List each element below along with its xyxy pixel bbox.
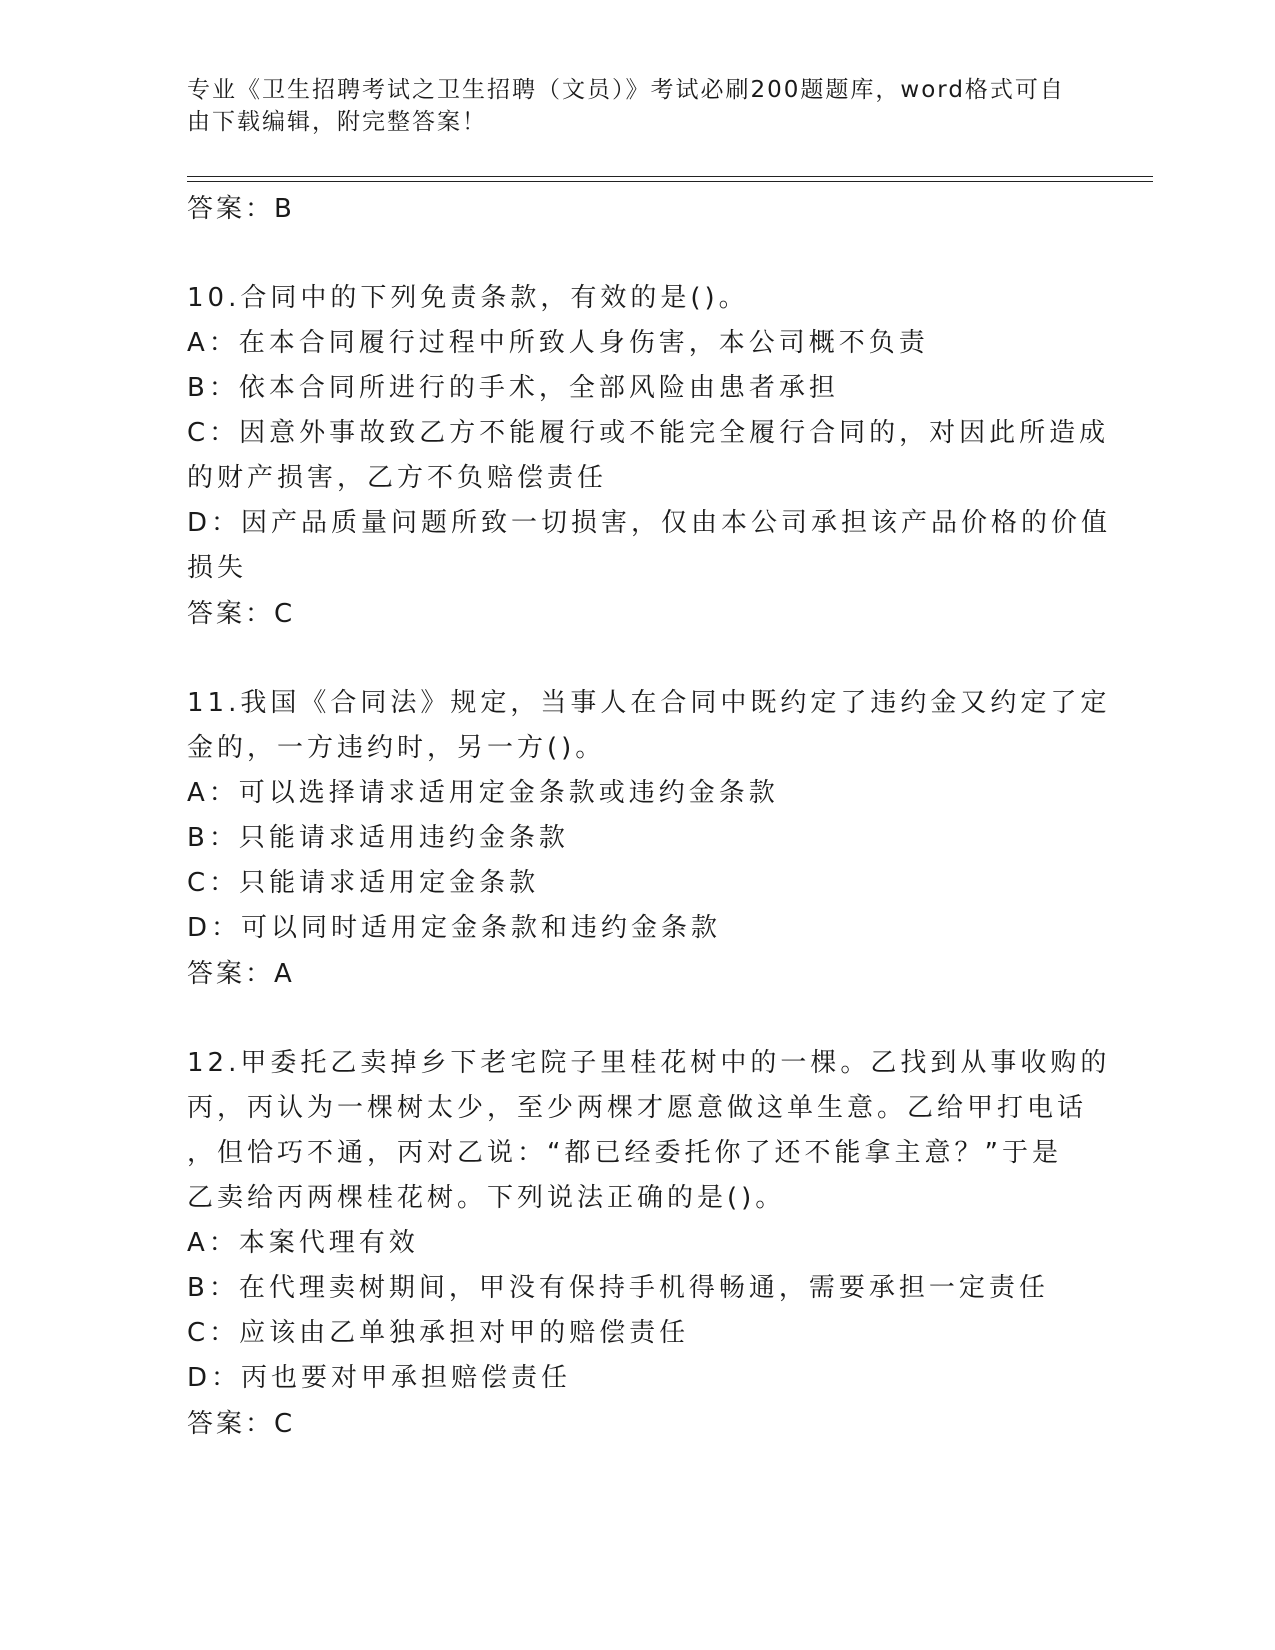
question-stem-continued: 丙，丙认为一棵树太少，至少两棵才愿意做这单生意。乙给甲打电话 bbox=[187, 1093, 1088, 1123]
question-stem-continued: ，但恰巧不通，丙对乙说：“都已经委托你了还不能拿主意？”于是 bbox=[187, 1138, 1062, 1168]
question-10 bbox=[187, 276, 1112, 637]
option-c: C：因意外事故致乙方不能履行或不能完全履行合同的，对因此所造成 bbox=[187, 418, 1110, 448]
option-b: B：在代理卖树期间，甲没有保持手机得畅通，需要承担一定责任 bbox=[187, 1273, 1049, 1303]
spacer bbox=[187, 232, 1077, 276]
option-a: A：在本合同履行过程中所致人身伤害，本公司概不负责 bbox=[187, 328, 929, 358]
option-a: A：本案代理有效 bbox=[187, 1228, 419, 1258]
question-content bbox=[187, 186, 1112, 1447]
option-d-continued: 损失 bbox=[187, 553, 248, 583]
answer: 答案：C bbox=[187, 599, 296, 629]
spacer bbox=[187, 637, 1077, 681]
question-stem-continued: 金的，一方违约时，另一方()。 bbox=[187, 733, 606, 763]
answer-previous: 答案：B bbox=[187, 194, 295, 224]
answer: 答案：A bbox=[187, 959, 295, 989]
spacer bbox=[187, 997, 1077, 1041]
option-c: C：应该由乙单独承担对甲的赔偿责任 bbox=[187, 1318, 690, 1348]
header-line-2: 由下载编辑，附完整答案！ bbox=[187, 109, 487, 135]
question-12 bbox=[187, 1041, 1111, 1447]
option-b: B：依本合同所进行的手术，全部风险由患者承担 bbox=[187, 373, 839, 403]
option-d: D：可以同时适用定金条款和违约金条款 bbox=[187, 913, 722, 943]
option-a: A：可以选择请求适用定金条款或违约金条款 bbox=[187, 778, 779, 808]
question-stem: 12.甲委托乙卖掉乡下老宅院子里桂花树中的一棵。乙找到从事收购的 bbox=[187, 1048, 1111, 1078]
answer: 答案：C bbox=[187, 1409, 296, 1439]
header-double-rule bbox=[187, 176, 1153, 182]
question-stem-continued: 乙卖给丙两棵桂花树。下列说法正确的是()。 bbox=[187, 1183, 786, 1213]
option-c: C：只能请求适用定金条款 bbox=[187, 868, 540, 898]
header-line-1: 专业《卫生招聘考试之卫生招聘（文员）》考试必刷200题题库，word格式可自 bbox=[187, 77, 1065, 103]
option-d: D：因产品质量问题所致一切损害，仅由本公司承担该产品价格的价值 bbox=[187, 508, 1112, 538]
page-header bbox=[187, 74, 1067, 138]
option-c-continued: 的财产损害，乙方不负赔偿责任 bbox=[187, 463, 608, 493]
question-11 bbox=[187, 681, 1111, 997]
option-d: D：丙也要对甲承担赔偿责任 bbox=[187, 1363, 572, 1393]
question-stem: 11.我国《合同法》规定，当事人在合同中既约定了违约金又约定了定 bbox=[187, 688, 1111, 718]
question-stem: 10.合同中的下列免责条款，有效的是()。 bbox=[187, 283, 749, 313]
option-b: B：只能请求适用违约金条款 bbox=[187, 823, 569, 853]
